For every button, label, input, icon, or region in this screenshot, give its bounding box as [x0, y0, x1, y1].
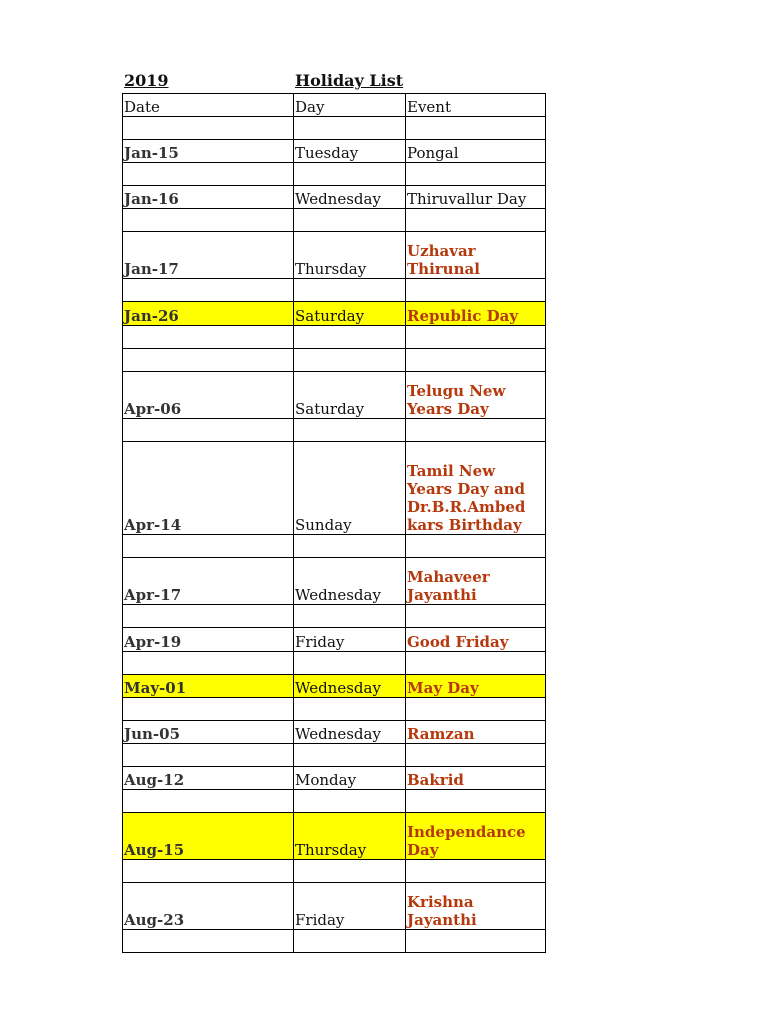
- date-cell: Jun-05: [123, 721, 294, 744]
- event-cell: Republic Day: [406, 302, 546, 326]
- event-cell: [406, 326, 546, 349]
- date-cell: Jan-16: [123, 186, 294, 209]
- day-cell: Friday: [294, 628, 406, 652]
- day-cell: Tuesday: [294, 140, 406, 163]
- date-cell: [123, 605, 294, 628]
- table-row: [123, 744, 546, 767]
- table-row: [123, 930, 546, 953]
- event-cell: [406, 652, 546, 675]
- date-cell: [123, 698, 294, 721]
- event-cell: Thiruvallur Day: [406, 186, 546, 209]
- table-row: [123, 721, 546, 744]
- event-cell: [406, 419, 546, 442]
- event-cell: Krishna Jayanthi: [406, 883, 546, 930]
- date-cell: [123, 535, 294, 558]
- date-cell: [123, 117, 294, 140]
- table-row: [123, 698, 546, 721]
- event-cell: [406, 860, 546, 883]
- event-cell: [406, 117, 546, 140]
- holiday-list-title: Holiday List: [295, 71, 404, 90]
- event-cell: [406, 535, 546, 558]
- date-cell: [123, 209, 294, 232]
- event-cell: Ramzan: [406, 721, 546, 744]
- table-row: [123, 163, 546, 186]
- header-date: Date: [123, 94, 294, 117]
- day-cell: Saturday: [294, 302, 406, 326]
- day-cell: Thursday: [294, 813, 406, 860]
- date-cell: Apr-06: [123, 372, 294, 419]
- day-cell: [294, 605, 406, 628]
- table-row: [123, 279, 546, 302]
- date-cell: [123, 790, 294, 813]
- event-cell: [406, 163, 546, 186]
- event-cell: Independance Day: [406, 813, 546, 860]
- event-cell: Good Friday: [406, 628, 546, 652]
- table-row: [123, 117, 546, 140]
- event-cell: Telugu New Years Day: [406, 372, 546, 419]
- date-cell: Jan-17: [123, 232, 294, 279]
- event-cell: [406, 279, 546, 302]
- table-row: [123, 372, 546, 419]
- day-cell: Wednesday: [294, 721, 406, 744]
- day-cell: [294, 744, 406, 767]
- table-row: [123, 605, 546, 628]
- event-cell: [406, 605, 546, 628]
- date-cell: Jan-15: [123, 140, 294, 163]
- date-cell: Aug-15: [123, 813, 294, 860]
- year-title: 2019: [124, 71, 169, 90]
- header-event: Event: [406, 94, 546, 117]
- table-row: [123, 790, 546, 813]
- date-cell: Aug-23: [123, 883, 294, 930]
- day-cell: [294, 279, 406, 302]
- table-row: [123, 232, 546, 279]
- event-cell: Uzhavar Thirunal: [406, 232, 546, 279]
- day-cell: [294, 652, 406, 675]
- day-cell: [294, 930, 406, 953]
- day-cell: [294, 790, 406, 813]
- date-cell: [123, 163, 294, 186]
- date-cell: Apr-17: [123, 558, 294, 605]
- day-cell: [294, 860, 406, 883]
- header-day: Day: [294, 94, 406, 117]
- day-cell: [294, 698, 406, 721]
- date-cell: [123, 349, 294, 372]
- table-row: [123, 209, 546, 232]
- day-cell: [294, 535, 406, 558]
- event-cell: [406, 930, 546, 953]
- table-row: [123, 419, 546, 442]
- table-row: [123, 326, 546, 349]
- date-cell: May-01: [123, 675, 294, 698]
- date-cell: [123, 744, 294, 767]
- event-cell: [406, 698, 546, 721]
- day-cell: [294, 209, 406, 232]
- event-cell: May Day: [406, 675, 546, 698]
- event-cell: Mahaveer Jayanthi: [406, 558, 546, 605]
- title-row: [122, 71, 546, 93]
- table-row: [123, 302, 546, 326]
- day-cell: [294, 419, 406, 442]
- date-cell: Apr-14: [123, 442, 294, 535]
- day-cell: Sunday: [294, 442, 406, 535]
- date-cell: [123, 279, 294, 302]
- holiday-table: [122, 93, 546, 953]
- date-cell: [123, 652, 294, 675]
- day-cell: Wednesday: [294, 675, 406, 698]
- day-cell: Monday: [294, 767, 406, 790]
- table-row: [123, 883, 546, 930]
- day-cell: [294, 349, 406, 372]
- event-cell: Tamil New Years Day and Dr.B.R.Ambed kars Birthday: [406, 442, 546, 535]
- day-cell: Wednesday: [294, 186, 406, 209]
- date-cell: Aug-12: [123, 767, 294, 790]
- table-row: [123, 442, 546, 535]
- day-cell: Wednesday: [294, 558, 406, 605]
- day-cell: Thursday: [294, 232, 406, 279]
- day-cell: [294, 163, 406, 186]
- event-cell: [406, 209, 546, 232]
- day-cell: [294, 326, 406, 349]
- table-header-row: [123, 94, 546, 117]
- table-row: [123, 628, 546, 652]
- date-cell: [123, 419, 294, 442]
- table-row: [123, 349, 546, 372]
- table-row: [123, 140, 546, 163]
- table-row: [123, 652, 546, 675]
- table-row: [123, 767, 546, 790]
- event-cell: [406, 349, 546, 372]
- event-cell: Bakrid: [406, 767, 546, 790]
- table-row: [123, 535, 546, 558]
- table-row: [123, 860, 546, 883]
- table-row: [123, 558, 546, 605]
- event-cell: [406, 790, 546, 813]
- day-cell: Friday: [294, 883, 406, 930]
- date-cell: [123, 860, 294, 883]
- table-row: [123, 813, 546, 860]
- date-cell: [123, 930, 294, 953]
- day-cell: [294, 117, 406, 140]
- day-cell: Saturday: [294, 372, 406, 419]
- date-cell: Jan-26: [123, 302, 294, 326]
- event-cell: [406, 744, 546, 767]
- table-row: [123, 675, 546, 698]
- table-row: [123, 186, 546, 209]
- date-cell: Apr-19: [123, 628, 294, 652]
- date-cell: [123, 326, 294, 349]
- event-cell: Pongal: [406, 140, 546, 163]
